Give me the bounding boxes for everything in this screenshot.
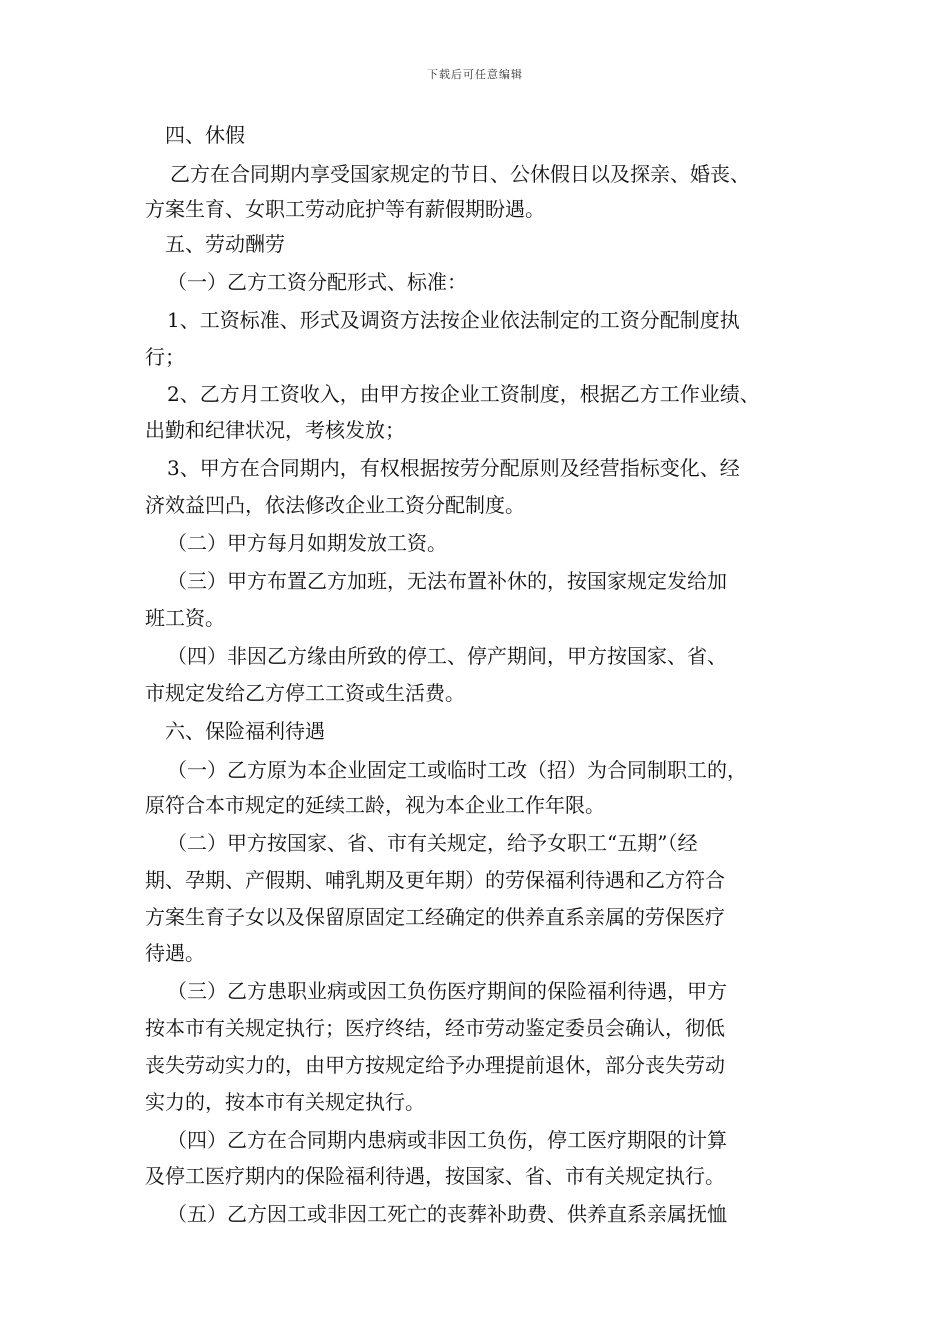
paragraph-line: 丧失劳动实力的，由甲方按规定给予办理提前退休，部分丧失劳动 — [145, 1053, 725, 1077]
paragraph-line: 待遇。 — [145, 941, 205, 965]
paragraph-line: 济效益凹凸，依法修改企业工资分配制度。 — [145, 493, 525, 517]
paragraph-line: 方案生育子女以及保留原固定工经确定的供养直系亲属的劳保医疗 — [145, 905, 725, 929]
paragraph-line: 3、甲方在合同期内，有权根据按劳分配原则及经营指标变化、经 — [167, 456, 740, 480]
paragraph-line: 期、孕期、产假期、哺乳期及更年期）的劳保福利待遇和乙方符合 — [145, 868, 725, 892]
paragraph-line: （四）乙方在合同期内患病或非因工负伤，停工医疗期限的计算 — [167, 1128, 727, 1152]
paragraph-line: 1、工资标准、形式及调资方法按企业依法制定的工资分配制度执 — [167, 308, 740, 332]
document-body — [145, 124, 825, 1226]
paragraph-line: （二）甲方按国家、省、市有关规定，给予女职工“五期”（经 — [167, 831, 698, 855]
section-heading: 五、劳动酬劳 — [165, 232, 285, 256]
paragraph-line: 原符合本市规定的延续工龄，视为本企业工作年限。 — [145, 793, 605, 817]
paragraph-line: （一）乙方原为本企业固定工或临时工改（招）为合同制职工的， — [167, 758, 747, 782]
paragraph-line: （四）非因乙方缘由所致的停工、停产期间，甲方按国家、省、 — [167, 644, 727, 668]
paragraph-line: 市规定发给乙方停工工资或生活费。 — [145, 681, 465, 705]
paragraph-line: （三）乙方患职业病或因工负伤医疗期间的保险福利待遇，甲方 — [167, 979, 727, 1003]
paragraph-line: 乙方在合同期内享受国家规定的节日、公休假日以及探亲、婚丧、 — [170, 162, 750, 186]
paragraph-line: 按本市有关规定执行；医疗终结，经市劳动鉴定委员会确认，彻低 — [145, 1016, 725, 1040]
paragraph-line: 及停工医疗期内的保险福利待遇，按国家、省、市有关规定执行。 — [145, 1164, 725, 1188]
section-heading: 六、保险福利待遇 — [165, 719, 325, 743]
paragraph-line: 出勤和纪律状况，考核发放； — [145, 418, 405, 442]
paragraph-line: （三）甲方布置乙方加班，无法布置补休的，按国家规定发给加 — [167, 569, 727, 593]
paragraph-line: 班工资。 — [145, 606, 225, 630]
paragraph-line: 实力的，按本市有关规定执行。 — [145, 1090, 425, 1114]
paragraph-line: 行； — [145, 345, 185, 369]
header-note: 下载后可任意编辑 — [427, 68, 523, 81]
section-heading: 四、休假 — [165, 123, 245, 147]
paragraph-line: （五）乙方因工或非因工死亡的丧葬补助费、供养直系亲属抚恤 — [167, 1202, 727, 1226]
paragraph-line: （一）乙方工资分配形式、标准： — [167, 270, 467, 294]
paragraph-line: （二）甲方每月如期发放工资。 — [167, 531, 447, 555]
paragraph-line: 方案生育、女职工劳动庇护等有薪假期盼遇。 — [145, 197, 545, 221]
paragraph-line: 2、乙方月工资收入，由甲方按企业工资制度，根据乙方工作业绩、 — [167, 382, 760, 406]
